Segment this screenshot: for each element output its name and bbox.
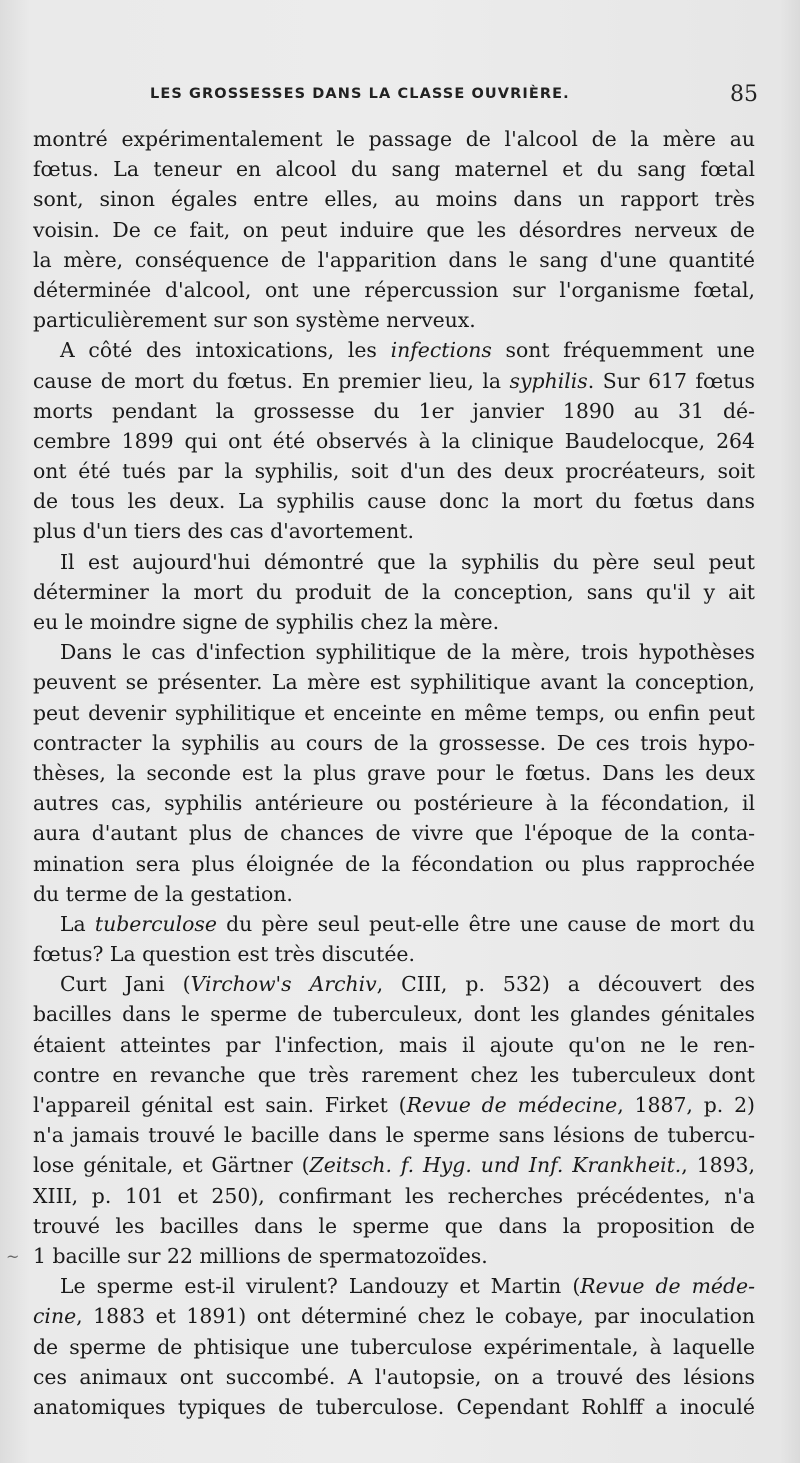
line-text: montré expérimentalement le passage de l'alcool de la mère au bbox=[33, 127, 755, 151]
text-line bbox=[33, 1241, 755, 1271]
text-line bbox=[33, 909, 755, 939]
line-text: morts pendant la grossesse du 1er janvier 1890 au 31 dé- bbox=[33, 398, 755, 423]
line-text: lose génitale, et Gärtner ( bbox=[33, 1153, 310, 1178]
line-text: la mère, conséquence de l'apparition dans le sang d'une quantité bbox=[33, 247, 755, 272]
line-text: fœtus? La question est très discutée. bbox=[33, 942, 415, 967]
line-text: déterminer la mort du produit de la conception, sans qu'il y ait bbox=[33, 579, 755, 604]
text-line bbox=[33, 1150, 755, 1180]
text-line bbox=[33, 698, 755, 728]
text-line bbox=[33, 245, 755, 275]
text-line bbox=[33, 849, 755, 879]
line-text: de sperme de phtisique une tuberculose expérimentale, à laquelle bbox=[33, 1334, 755, 1359]
text-line bbox=[33, 184, 755, 214]
line-text: bacilles dans le sperme de tuberculeux, dont les glandes génitales bbox=[33, 1002, 755, 1027]
line-text: Curt Jani ( bbox=[60, 972, 191, 997]
line-text: n'a jamais trouvé le bacille dans le sperme sans lésions de tubercu- bbox=[33, 1123, 755, 1148]
text-line bbox=[33, 577, 755, 607]
text-line bbox=[33, 456, 755, 486]
line-text: cembre 1899 qui ont été observés à la clinique Baudelocque, 264 bbox=[33, 428, 755, 453]
line-text: Le sperme est-il virulent? Landouzy et Martin ( bbox=[60, 1274, 581, 1299]
text-line bbox=[33, 396, 755, 426]
italic-text: Revue de médecine bbox=[406, 1093, 618, 1117]
line-text: sont fréquemment une bbox=[491, 338, 755, 363]
line-text: étaient atteintes par l'infection, mais il ajoute qu'on ne le ren- bbox=[33, 1032, 755, 1057]
line-text: aura d'autant plus de chances de vivre que l'époque de la conta- bbox=[33, 821, 755, 846]
text-line bbox=[33, 637, 755, 667]
text-line bbox=[33, 667, 755, 697]
line-text: contracter la syphilis au cours de la grossesse. De ces trois hypo- bbox=[33, 730, 755, 755]
text-line bbox=[33, 305, 755, 335]
line-text: contre en revanche que très rarement chez les tuberculeux dont bbox=[33, 1062, 755, 1087]
line-text: déterminée d'alcool, ont une répercussion sur l'organisme fœtal, bbox=[33, 277, 755, 302]
line-text: ont été tués par la syphilis, soit d'un des deux procréateurs, soit bbox=[33, 459, 755, 484]
line-text: . Sur 617 fœtus bbox=[587, 368, 755, 393]
text-line bbox=[33, 879, 755, 909]
line-text: du père seul peut-elle être une cause de mort du bbox=[216, 911, 755, 936]
line-text: eu le moindre signe de syphilis chez la mère. bbox=[33, 610, 500, 634]
text-line bbox=[33, 939, 755, 969]
body-text bbox=[33, 124, 755, 1422]
text-line bbox=[33, 124, 755, 154]
line-text: , 1893, bbox=[681, 1153, 755, 1178]
text-line bbox=[33, 969, 755, 999]
italic-text: Zeitsch. f. Hyg. und Inf. Krankheit. bbox=[309, 1153, 682, 1178]
text-line bbox=[33, 1211, 755, 1241]
line-text: fœtus. La teneur en alcool du sang maternel et du sang fœtal bbox=[33, 157, 755, 182]
line-text: anatomiques typiques de tuberculose. Cependant Rohlff a inoculé bbox=[33, 1394, 755, 1419]
line-text: plus d'un tiers des cas d'avortement. bbox=[33, 519, 414, 544]
text-line bbox=[33, 1362, 755, 1392]
line-text: Dans le cas d'infection syphilitique de la mère, trois hypothèses bbox=[60, 640, 755, 665]
text-line bbox=[33, 335, 755, 365]
text-line bbox=[33, 999, 755, 1029]
text-line bbox=[33, 1271, 755, 1301]
line-text: particulièrement sur son système nerveux. bbox=[33, 308, 476, 333]
italic-text: syphilis bbox=[509, 368, 588, 393]
line-text: , 1883 et 1891) ont déterminé chez le cobaye, par inoculation bbox=[76, 1304, 755, 1329]
text-line bbox=[33, 788, 755, 818]
line-text: Il est aujourd'hui démontré que la syphilis du père seul peut bbox=[60, 549, 755, 574]
line-text: La bbox=[60, 911, 95, 936]
line-text: trouvé les bacilles dans le sperme que dans la proposition de bbox=[33, 1213, 755, 1238]
line-text: thèses, la seconde est la plus grave pour le fœtus. Dans les deux bbox=[33, 760, 755, 785]
text-line bbox=[33, 547, 755, 577]
running-title: LES GROSSESSES DANS LA CLASSE OUVRIÈRE. bbox=[150, 86, 570, 102]
margin-mark: ~ bbox=[6, 1247, 20, 1266]
italic-text: Revue de méde- bbox=[580, 1274, 755, 1299]
text-line bbox=[33, 275, 755, 305]
line-text: A côté des intoxications, les bbox=[60, 338, 391, 363]
line-text: XIII, p. 101 et 250), confirmant les recherches précédentes, n'a bbox=[33, 1183, 755, 1208]
text-line bbox=[33, 758, 755, 788]
italic-text: tuberculose bbox=[94, 911, 217, 936]
text-line bbox=[33, 1332, 755, 1362]
text-line bbox=[33, 426, 755, 456]
text-line bbox=[33, 486, 755, 516]
text-line bbox=[33, 1392, 755, 1422]
page-number: 85 bbox=[730, 82, 758, 107]
line-text: autres cas, syphilis antérieure ou postérieure à la fécondation, il bbox=[33, 791, 755, 816]
italic-text: Virchow's Archiv bbox=[190, 972, 377, 997]
line-text: ces animaux ont succombé. A l'autopsie, on a trouvé des lésions bbox=[33, 1364, 755, 1389]
text-line bbox=[33, 1301, 755, 1331]
line-text: du terme de la gestation. bbox=[33, 881, 293, 906]
text-line bbox=[33, 1060, 755, 1090]
text-line bbox=[33, 818, 755, 848]
italic-text: cine bbox=[33, 1304, 77, 1329]
text-line bbox=[33, 1120, 755, 1150]
line-text: sont, sinon égales entre elles, au moins dans un rapport très bbox=[33, 187, 755, 212]
italic-text: infections bbox=[390, 338, 492, 363]
text-line bbox=[33, 154, 755, 184]
text-line bbox=[33, 1030, 755, 1060]
line-text: , 1887, p. 2) bbox=[617, 1093, 755, 1117]
text-line bbox=[33, 607, 755, 637]
page-header bbox=[150, 82, 770, 112]
text-line bbox=[33, 1090, 755, 1120]
text-line bbox=[33, 516, 755, 546]
line-text: de tous les deux. La syphilis cause donc la mort du fœtus dans bbox=[33, 489, 755, 514]
line-text: 1 bacille sur 22 millions de spermatozoïdes. bbox=[33, 1243, 488, 1268]
line-text: peuvent se présenter. La mère est syphilitique avant la conception, bbox=[33, 670, 755, 695]
text-line bbox=[33, 728, 755, 758]
line-text: l'appareil génital est sain. Firket ( bbox=[33, 1093, 407, 1117]
line-text: peut devenir syphilitique et enceinte en même temps, ou enfin peut bbox=[33, 700, 755, 725]
text-line bbox=[33, 366, 755, 396]
line-text: cause de mort du fœtus. En premier lieu, la bbox=[33, 368, 510, 393]
text-line bbox=[33, 1181, 755, 1211]
line-text: , CIII, p. 532) a découvert des bbox=[376, 972, 755, 997]
line-text: mination sera plus éloignée de la fécondation ou plus rapprochée bbox=[33, 851, 755, 876]
text-line bbox=[33, 215, 755, 245]
line-text: voisin. De ce fait, on peut induire que les désordres nerveux de bbox=[33, 217, 755, 242]
